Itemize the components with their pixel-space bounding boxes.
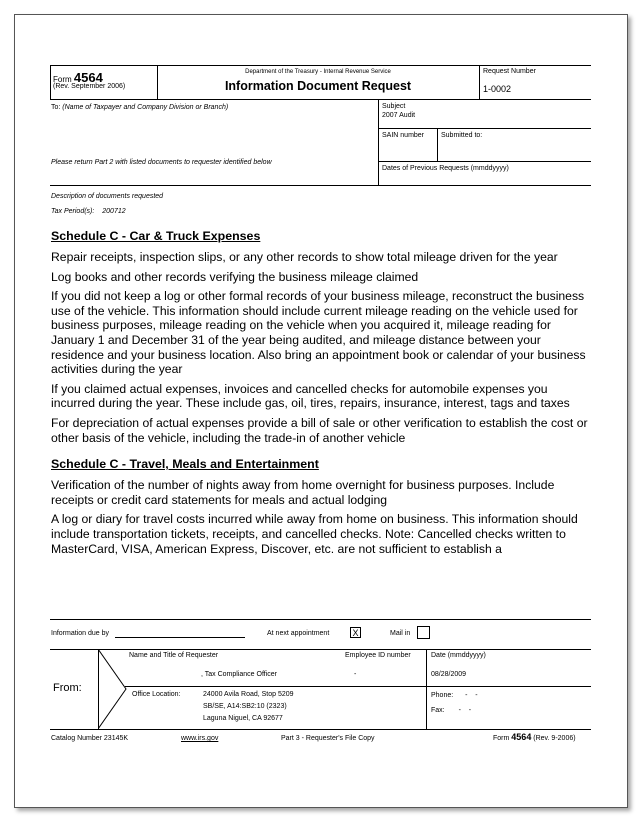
sain-top-rule — [378, 128, 591, 129]
footer-form-rev: (Rev. 9-2006) — [533, 735, 576, 742]
tax-period-label: Tax Period(s): — [51, 208, 95, 215]
office-address-line3: Laguna Niguel, CA 92677 — [203, 715, 283, 722]
mail-in-checkbox[interactable] — [417, 626, 430, 639]
section-heading-car-truck: Schedule C - Car & Truck Expenses — [51, 229, 261, 243]
return-note: Please return Part 2 with listed documents to requester identified below — [51, 159, 272, 166]
to-description: (Name of Taxpayer and Company Division or Branch) — [62, 104, 229, 111]
part-label: Part 3 - Requester's File Copy — [281, 735, 375, 742]
paragraph: A log or diary for travel costs incurred while away from home on business. This information should include transportation tickets, receipts, and cancelled checks. Note: Cancelled checks written to MasterCard, VISA, American Express, Discover, etc. are not sufficient to establish a — [51, 512, 578, 556]
catalog-number: Catalog Number 23145K — [51, 735, 129, 742]
phone-field — [431, 692, 478, 700]
requester-name: , Tax Compliance Officer — [201, 671, 277, 678]
employee-id-value: - — [354, 671, 357, 678]
date-value: 08/28/2009 — [431, 671, 467, 678]
mail-in-label: Mail in — [390, 630, 411, 637]
date-label: Date (mmddyyyy) — [431, 652, 486, 659]
fax-field — [431, 707, 471, 715]
paragraph: Log books and other records verifying the business mileage claimed — [51, 269, 419, 284]
description-label: Description of documents requested — [51, 193, 164, 200]
fax-label: Fax: — [431, 707, 445, 714]
info-due-label: Information due by — [51, 630, 109, 637]
previous-requests-label: Dates of Previous Requests (mmddyyyy) — [382, 165, 509, 172]
form-title: Information Document Request — [224, 79, 412, 93]
header-top-rule — [50, 65, 591, 66]
office-address-line1: 24000 Avila Road, Stop 5209 — [203, 691, 294, 698]
paragraph: Repair receipts, inspection slips, or any other records to show total mileage driven for the year — [51, 250, 558, 264]
fax-value: - - — [458, 707, 472, 714]
footer-form-label: Form — [493, 735, 510, 742]
name-title-label: Name and Title of Requester — [129, 652, 219, 659]
footer-form-number: 4564 — [511, 732, 532, 742]
form-revision: (Rev. September 2006) — [53, 83, 126, 90]
sain-divider — [437, 128, 438, 161]
phone-label: Phone: — [431, 692, 454, 699]
from-arrow-shape — [98, 649, 128, 729]
request-number-label: Request Number — [483, 68, 536, 75]
office-address-line2: SB/SE, A14:SB2:10 (2323) — [203, 703, 287, 710]
footer-form-id — [493, 733, 576, 743]
to-label: To: — [51, 104, 61, 111]
subject-label: Subject — [382, 103, 406, 110]
footer-top-rule — [50, 619, 591, 620]
date-divider — [426, 649, 427, 729]
header-bottom-rule — [50, 99, 591, 100]
irs-website-link[interactable]: www.irs.gov — [181, 735, 219, 742]
header-divider-2 — [479, 65, 480, 99]
from-top-rule — [50, 649, 591, 650]
header-block-bottom-rule — [50, 185, 591, 186]
office-location-rule — [125, 686, 591, 687]
form-label: Form — [53, 75, 72, 84]
footer-bottom-rule — [50, 729, 591, 730]
sain-label: SAIN number — [382, 132, 425, 139]
previous-requests-rule — [378, 161, 591, 162]
subject-value: 2007 Audit — [382, 112, 416, 119]
subject-divider — [378, 99, 379, 185]
submitted-to-label: Submitted to: — [441, 132, 483, 139]
office-location-label: Office Location: — [132, 691, 181, 698]
department-name: Department of the Treasury - Internal Revenue Service — [245, 69, 391, 75]
employee-id-label: Employee ID number — [345, 652, 411, 659]
tax-period-value: 200712 — [102, 208, 126, 215]
to-field — [51, 104, 228, 112]
document-body — [51, 229, 591, 556]
next-appointment-checkbox[interactable]: X — [350, 627, 361, 638]
paragraph: If you claimed actual expenses, invoices and cancelled checks for automobile expenses you incurred during the year. These include gas, oil, tires, repairs, insurance, interest, tags and taxes — [51, 381, 570, 411]
paragraph: For depreciation of actual expenses provide a bill of sale or other verification to establish the cost or other basis of the vehicle, including the trade-in of another vehicle — [51, 415, 588, 445]
form-number: 4564 — [73, 70, 103, 85]
header-left-border — [50, 65, 51, 99]
info-due-line[interactable] — [115, 637, 245, 638]
form-page — [14, 14, 628, 808]
paragraph: If you did not keep a log or other formal records of your business mileage, reconstruct the business use of the vehicle. This information should include current mileage reading on the vehicle used for business purposes, mileage reading on the vehicle when you acquired it, mileage reading for January 1 and December 31 of the year being audited, and mileage distance between your residence and your business location. Also bring an appointment book or calendar of your business activities during the year — [51, 289, 586, 377]
request-number-value: 1-0002 — [483, 84, 512, 94]
phone-value: - - — [465, 692, 478, 699]
from-label: From: — [53, 682, 82, 694]
next-appointment-label: At next appointment — [267, 630, 330, 637]
section-heading-travel-meals: Schedule C - Travel, Meals and Entertainment — [51, 457, 319, 472]
tax-period — [51, 208, 126, 216]
paragraph: Verification of the number of nights away from home overnight for business purposes. Include receipts or credit card statements for meals and actual lodging — [51, 478, 555, 507]
